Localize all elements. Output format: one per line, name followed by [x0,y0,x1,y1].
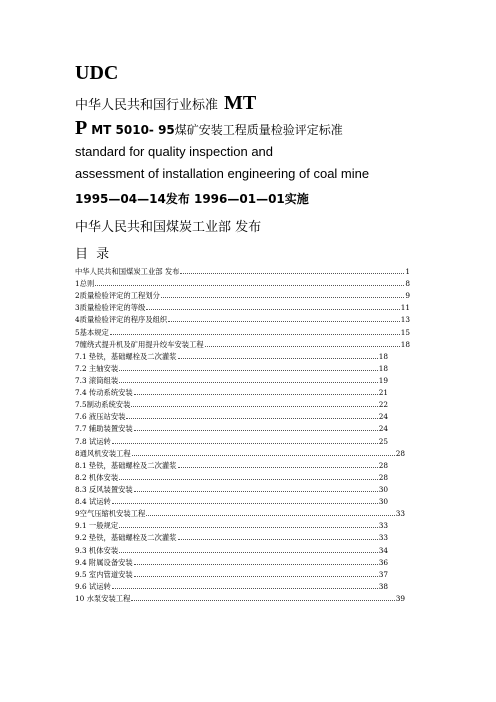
toc-leader-dots [132,448,395,456]
toc-entry-title: 7.3 滚筒组装 [75,375,119,385]
standard-code: MT 5010- 95 [91,123,175,137]
toc-leader-dots [134,387,378,395]
publish-dates: 1995—04—14发布 1996—01—01实施 [75,192,309,206]
toc-entry[interactable] [75,423,388,435]
toc-entry-title: 9.1 一般规定 [75,521,119,531]
toc-leader-dots [146,508,394,516]
toc-entry[interactable] [75,593,405,605]
toc-entry-page: 13 [400,315,410,325]
toc-entry[interactable] [75,314,410,326]
toc-leader-dots [126,411,377,419]
toc-entry-title: 9.6 试运转 [75,581,111,591]
industry-standard-line [75,92,256,115]
toc-entry[interactable] [75,448,405,460]
toc-entry-page: 22 [378,400,388,410]
english-title-line-1: standard for quality inspection and [75,144,274,159]
toc-leader-dots [134,569,378,577]
toc-entry-page: 34 [378,545,388,555]
toc-leader-dots [134,484,378,492]
toc-leader-dots [131,399,377,407]
toc-leader-dots [95,278,404,286]
toc-entry-page: 24 [378,424,388,434]
toc-entry-page: 25 [378,436,388,446]
toc-leader-dots [112,436,378,444]
toc-entry[interactable] [75,290,410,302]
toc-entry-title: 8.3 反风装置安装 [75,484,133,494]
toc-entry[interactable] [75,387,388,399]
toc-entry[interactable] [75,278,410,290]
toc-leader-dots [134,423,378,431]
toc-entry-title: 7.8 试运转 [75,436,111,446]
toc-leader-dots [112,496,378,504]
toc-entry[interactable] [75,411,388,423]
toc-entry-page: 8 [405,279,410,289]
toc-leader-dots [205,339,400,347]
toc-entry-page: 11 [400,303,410,313]
toc-entry-page: 15 [400,327,410,337]
toc-entry[interactable] [75,472,388,484]
toc-entry[interactable] [75,460,388,472]
toc-entry[interactable] [75,569,388,581]
issuer-line: 中华人民共和国煤炭工业部 发布 [75,220,262,235]
toc-entry-title: 中华人民共和国煤炭工业部 发布 [75,267,180,276]
toc-entry-title: 8.1 垫铁，基础螺栓及二次灌浆 [75,460,177,470]
toc-entry-title: 3质量检验评定的等级 [75,303,146,313]
toc-leader-dots [131,593,394,601]
toc-heading: 目 录 [75,247,112,262]
toc-entry[interactable] [75,436,388,448]
toc-entry-title: 7.1 垫铁，基础螺栓及二次灌浆 [75,351,177,361]
toc-entry-title: 7.4 传动系统安装 [75,388,133,398]
toc-entry-title: 8.2 机体安装 [75,472,119,482]
toc-entry-page: 28 [378,472,388,482]
toc-leader-dots [119,520,378,528]
toc-entry[interactable] [75,363,388,375]
toc-leader-dots [110,327,400,335]
standard-title-line [75,117,343,140]
toc-entry[interactable] [75,508,405,520]
toc-leader-dots [134,557,378,565]
toc-leader-dots [119,363,378,371]
toc-leader-dots [178,460,378,468]
toc-leader-dots [161,290,404,298]
toc-entry-page: 30 [378,484,388,494]
toc-leader-dots [180,266,404,274]
toc-entry-title: 9.5 室内管道安装 [75,569,133,579]
toc-entry[interactable] [75,266,410,278]
toc-entry-page: 1 [405,267,410,276]
industry-standard-label: 中华人民共和国行业标准 [75,98,219,113]
toc-entry[interactable] [75,581,388,593]
toc-leader-dots [119,545,378,553]
toc-entry-page: 18 [378,363,388,373]
toc-entry-page: 36 [378,557,388,567]
toc-entry-title: 10 水泵安装工程 [75,593,131,603]
toc-entry[interactable] [75,339,410,351]
toc-entry[interactable] [75,496,388,508]
toc-leader-dots [168,314,399,322]
toc-leader-dots [119,472,378,480]
toc-entry-title: 7.5制动系统安装 [75,400,131,410]
toc-leader-dots [178,532,378,540]
toc-entry-title: 9.2 垫铁，基础螺栓及二次灌浆 [75,533,177,543]
toc-entry[interactable] [75,484,388,496]
toc-entry-page: 33 [378,521,388,531]
toc-entry[interactable] [75,302,410,314]
toc-entry-page: 21 [378,388,388,398]
toc-entry-title: 7.6 液压站安装 [75,412,126,422]
table-of-contents [75,266,410,605]
udc-label: UDC [75,62,119,84]
toc-entry-title: 9.3 机体安装 [75,545,119,555]
toc-entry-page: 39 [395,593,405,603]
toc-entry-title: 7.2 主轴安装 [75,363,119,373]
toc-leader-dots [178,351,378,359]
toc-entry[interactable] [75,545,388,557]
toc-leader-dots [112,581,378,589]
english-title-line-2: assessment of installation engineering of coal mine [75,166,370,181]
p-letter: P [75,117,88,139]
toc-entry-page: 37 [378,569,388,579]
toc-entry[interactable] [75,375,388,387]
toc-entry-page: 9 [405,291,410,301]
toc-entry-title: 5基本规定 [75,327,109,337]
toc-entry-title: 8.4 试运转 [75,497,111,507]
toc-entry-page: 33 [395,509,405,519]
toc-leader-dots [146,302,399,310]
toc-entry-page: 18 [400,339,410,349]
toc-entry[interactable] [75,351,388,363]
toc-entry-title: 8通风机安装工程 [75,448,131,458]
toc-entry[interactable] [75,557,388,569]
toc-leader-dots [119,375,378,383]
toc-entry-page: 28 [395,448,405,458]
toc-entry-page: 33 [378,533,388,543]
toc-entry[interactable] [75,520,388,532]
toc-entry-title: 7.7 辅助装置安装 [75,424,133,434]
toc-entry[interactable] [75,399,388,411]
toc-entry-page: 19 [378,375,388,385]
toc-entry-page: 28 [378,460,388,470]
standard-title: 煤矿安装工程质量检验评定标准 [174,123,343,137]
toc-entry-page: 38 [378,581,388,591]
toc-entry-title: 4质量检验评定的程序及组织 [75,315,168,325]
toc-entry-title: 9.4 附属设备安装 [75,557,133,567]
mt-code: MT [224,92,257,114]
toc-entry-page: 30 [378,497,388,507]
toc-entry-title: 1总则 [75,279,95,289]
toc-entry-title: 9空气压缩机安装工程 [75,509,146,519]
toc-entry-page: 24 [378,412,388,422]
toc-entry-title: 7缠绕式提升机及矿用提升绞车安装工程 [75,339,204,349]
toc-entry[interactable] [75,327,410,339]
toc-entry[interactable] [75,532,388,544]
toc-entry-title: 2质量检验评定的工程划分 [75,291,160,301]
toc-entry-page: 18 [378,351,388,361]
